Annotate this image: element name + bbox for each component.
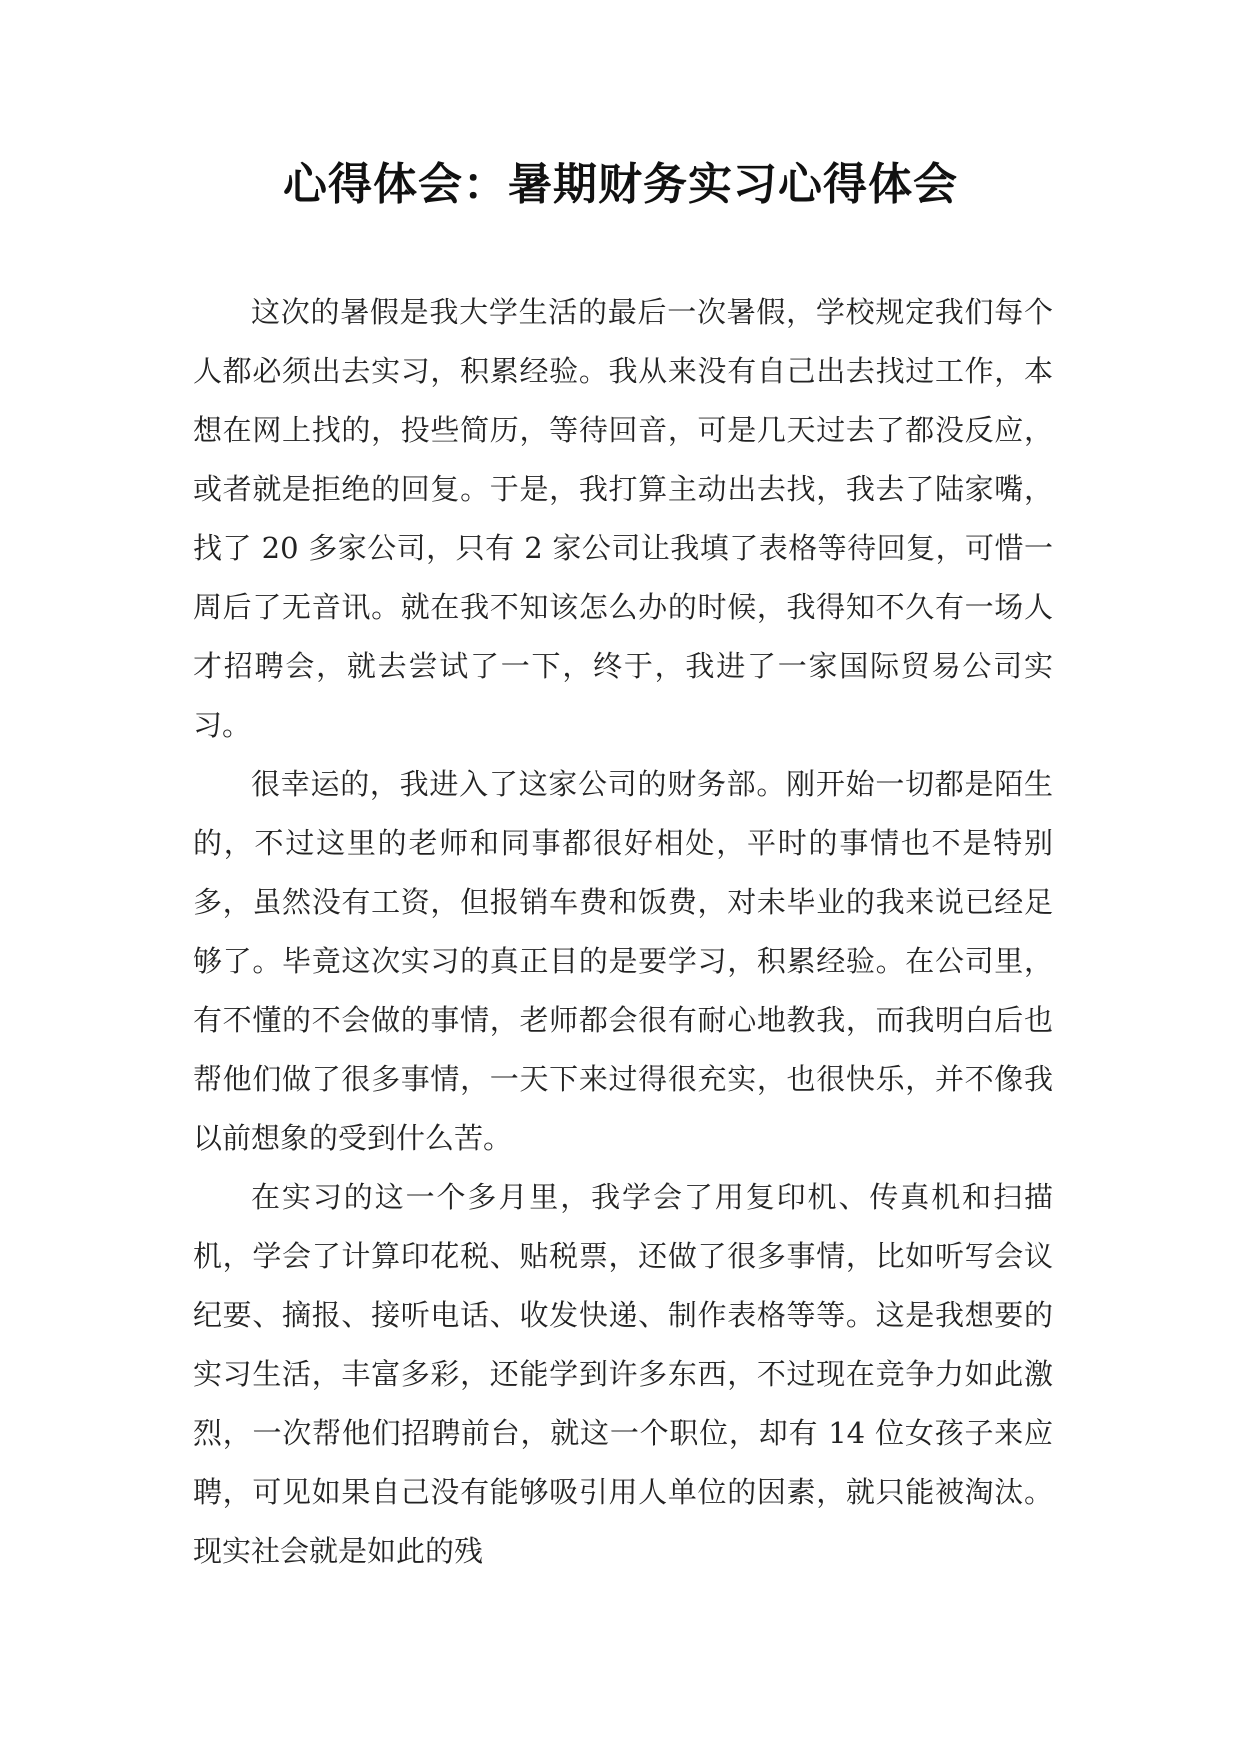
document-title: 心得体会：暑期财务实习心得体会 [283, 159, 958, 210]
document-body [193, 283, 1053, 1581]
paragraph-2: 很幸运的，我进入了这家公司的财务部。刚开始一切都是陌生的，不过这里的老师和同事都很好相处，平时的事情也不是特别多，虽然没有工资，但报销车费和饭费，对未毕业的我来说已经足够了。毕竟这次实习的真正目的是要学习，积累经验。在公司里，有不懂的不会做的事情，老师都会很有耐心地教我，而我明白后也帮他们做了很多事情，一天下来过得很充实，也很快乐，并不像我以前想象的受到什么苦。 [193, 767, 1053, 1155]
paragraph-3: 在实习的这一个多月里，我学会了用复印机、传真机和扫描机，学会了计算印花税、贴税票，还做了很多事情，比如听写会议纪要、摘报、接听电话、收发快递、制作表格等等。这是我想要的实习生活，丰富多彩，还能学到许多东西，不过现在竞争力如此激烈，一次帮他们招聘前台，就这一个职位，却有 14 位女孩子来应聘，可见如果自己没有能够吸引用人单位的因素，就只能被淘汰。现实社会就是如此的残 [193, 1180, 1053, 1568]
paragraph-1: 这次的暑假是我大学生活的最后一次暑假，学校规定我们每个人都必须出去实习，积累经验。我从来没有自己出去找过工作，本想在网上找的，投些简历，等待回音，可是几天过去了都没反应，或者就是拒绝的回复。于是，我打算主动出去找，我去了陆家嘴，找了 20 多家公司，只有 2 家公司让我填了表格等待回复，可惜一周后了无音讯。就在我不知该怎么办的时候，我得知不久有一场人才招聘会，就去尝试了一下，终于，我进了一家国际贸易公司实习。 [193, 295, 1053, 742]
